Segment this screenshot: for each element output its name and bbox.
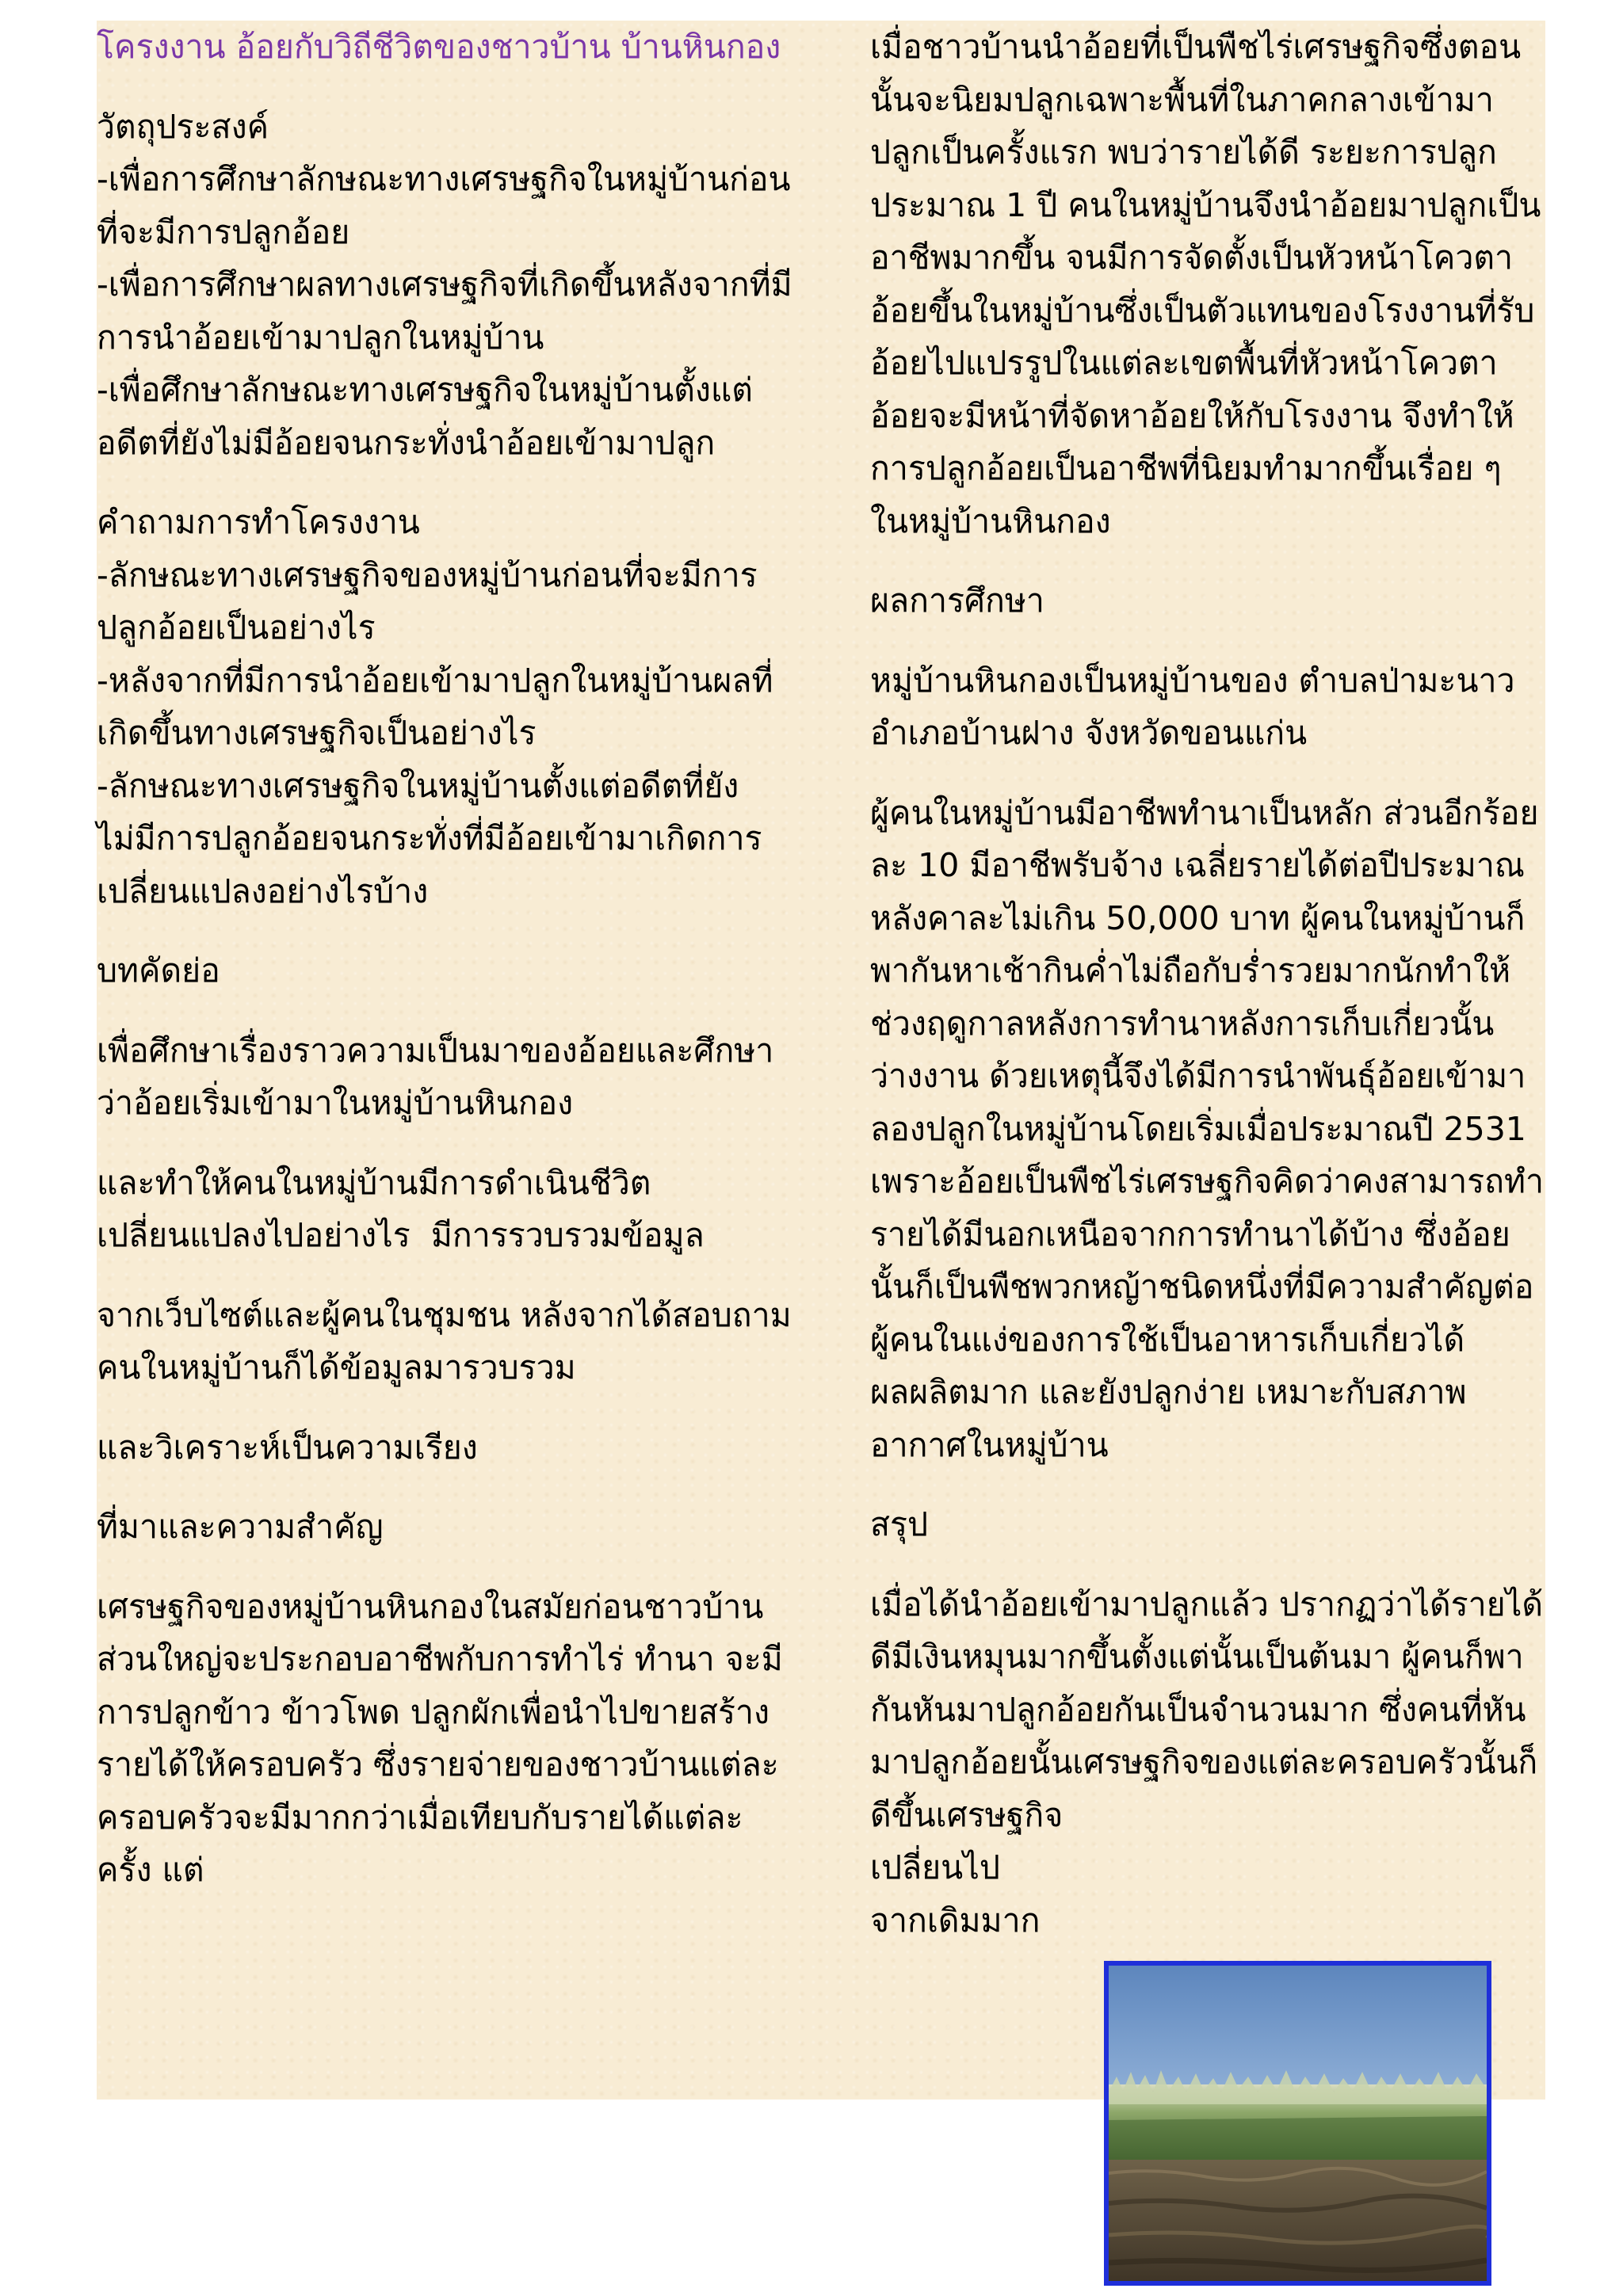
objective-item: -เพื่อการศึกษาลักษณะทางเศรษฐกิจในหมู่บ้านก่อนที่จะมีการปลูกอ้อย xyxy=(97,160,791,251)
sugarcane-field-photo xyxy=(1104,1961,1491,2286)
objective-item: -เพื่อศึกษาลักษณะทางเศรษฐกิจในหมู่บ้านตั้งแต่อดีตที่ยังไม่มีอ้อยจนกระทั่งนำอ้อยเข้ามาปลูก xyxy=(97,371,753,462)
abstract-paragraph: และทำให้คนในหมู่บ้านมีการดำเนินชีวิตเปลี่ยนแปลงไปอย่างไร มีการรวบรวมข้อมูล xyxy=(97,1163,705,1254)
results-paragraph: หมู่บ้านหินกองเป็นหมู่บ้านของ ตำบลป่ามะนาว อำเภอบ้านฝาง จังหวัดขอนแก่น xyxy=(870,661,1526,752)
questions-block xyxy=(97,496,814,917)
left-column xyxy=(97,21,814,1924)
conclusion-line: เปลี่ยนไป xyxy=(870,1848,1000,1886)
conclusion-line: จากเดิมมาก xyxy=(870,1901,1041,1939)
results-heading: ผลการศึกษา xyxy=(870,582,1044,620)
conclusion-heading: สรุป xyxy=(870,1505,929,1543)
abstract-paragraph: จากเว็บไซต์และผู้คนในชุมชน หลังจากได้สอบถามคนในหมู่บ้านก็ได้ข้อมูลมารวบรวม xyxy=(97,1295,792,1386)
objectives-block xyxy=(97,101,794,470)
abstract-heading: บทคัดย่อ xyxy=(97,952,220,990)
results-paragraph: ผู้คนในหมู่บ้านมีอาชีพทำนาเป็นหลัก ส่วนอีกร้อยละ 10 มีอาชีพรับจ้าง เฉลี่ยรายได้ต่อปีประมาณหลังคาละไม่เกิน 50,000 บาท ผู้คนในหมู่บ้านก็พากันหาเช้ากินค่ำไม่ถือกับร่ำรวยมากนักทำให้ช่วงฤดูกาลหลังการทำนาหลังการเก็บเกี่ยวนั้นว่างงาน ด้วยเหตุนี้จึงได้มีการนำพันธุ์อ้อยเข้ามาลองปลูกในหมู่บ้านโดยเริ่มเมื่อประมาณปี 2531 เพราะอ้อยเป็นพืชไร่เศรษฐกิจคิดว่าคงสามารถทำรายได้มีนอกเหนือจากการทำนาได้บ้าง ซึ่งอ้อยนั้นก็เป็นพืชพวกหญ้าชนิดหนึ่งที่มีความสำคัญต่อผู้คนในแง่ของการใช้เป็นอาหารเก็บเกี่ยวได้ผลผลิตมาก และยังปลูกง่าย เหมาะกับสภาพอากาศในหมู่บ้าน xyxy=(870,793,1545,1464)
sugarcane-field-image xyxy=(1109,1966,1487,2281)
objective-item: -เพื่อการศึกษาผลทางเศรษฐกิจที่เกิดขึ้นหลังจากที่มีการนำอ้อยเข้ามาปลูกในหมู่บ้าน xyxy=(97,265,792,357)
question-item: -ลักษณะทางเศรษฐกิจของหมู่บ้านก่อนที่จะมีการปลูกอ้อยเป็นอย่างไร xyxy=(97,555,758,646)
right-column xyxy=(870,21,1545,1947)
background-paragraph-continued: เมื่อชาวบ้านนำอ้อยที่เป็นพืชไร่เศรษฐกิจซึ่งตอนนั้นจะนิยมปลูกเฉพาะพื้นที่ในภาคกลางเข้ามาปลูกเป็นครั้งแรก พบว่ารายได้ดี ระยะการปลูกประมาณ 1 ปี คนในหมู่บ้านจึงนำอ้อยมาปลูกเป็นอาชีพมากขึ้น จนมีการจัดตั้งเป็นหัวหน้าโควตาอ้อยขึ้นในหมู่บ้านซึ่งเป็นตัวแทนของโรงงานที่รับอ้อยไปแปรรูปในแต่ละเขตพื้นที่หัวหน้าโควตาอ้อยจะมีหน้าที่จัดหาอ้อยให้กับโรงงาน จึงทำให้การปลูกอ้อยเป็นอาชีพที่นิยมทำมากขึ้นเรื่อย ๆ ในหมู่บ้านหินกอง xyxy=(870,28,1541,540)
conclusion-paragraph: เมื่อได้นำอ้อยเข้ามาปลูกแล้ว ปรากฏว่าได้รายได้ดีมีเงินหมุนมากขึ้นตั้งแต่นั้นเป็นต้นมา ผู้คนก็พากันหันมาปลูกอ้อยกันเป็นจำนวนมาก ซึ่งคนที่หันมาปลูกอ้อยนั้นเศรษฐกิจของแต่ละครอบครัวนั้นก็ดีขึ้นเศรษฐกิจ xyxy=(870,1585,1543,1834)
question-item: -หลังจากที่มีการนำอ้อยเข้ามาปลูกในหมู่บ้านผลที่เกิดขึ้นทางเศรษฐกิจเป็นอย่างไร xyxy=(97,661,773,752)
objectives-heading: วัตถุประสงค์ xyxy=(97,107,269,146)
questions-heading: คำถามการทำโครงงาน xyxy=(97,503,420,541)
background-paragraph: เศรษฐกิจของหมู่บ้านหินกองในสมัยก่อนชาวบ้านส่วนใหญ่จะประกอบอาชีพกับการทำไร่ ทำนา จะมีการปลูกข้าว ข้าวโพด ปลูกผักเพื่อนำไปขายสร้างรายได้ให้ครอบครัว ซึ่งรายจ่ายของชาวบ้านแต่ละครอบครัวจะมีมากกว่าเมื่อเทียบกับรายได้แต่ละครั้ง แต่ xyxy=(97,1587,783,1889)
abstract-paragraph: และวิเคราะห์เป็นความเรียง xyxy=(97,1428,478,1466)
background-heading: ที่มาและความสำคัญ xyxy=(97,1508,384,1546)
question-item: -ลักษณะทางเศรษฐกิจในหมู่บ้านตั้งแต่อดีตที่ยังไม่มีการปลูกอ้อยจนกระทั่งที่มีอ้อยเข้ามาเกิดการ เปลี่ยนแปลงอย่างไรบ้าง xyxy=(97,766,814,910)
page-title: โครงงาน อ้อยกับวิถีชีวิตของชาวบ้าน บ้านหินกอง xyxy=(97,28,781,66)
abstract-paragraph: เพื่อศึกษาเรื่องราวความเป็นมาของอ้อยและศึกษาว่าอ้อยเริ่มเข้ามาในหมู่บ้านหินกอง xyxy=(97,1031,774,1122)
